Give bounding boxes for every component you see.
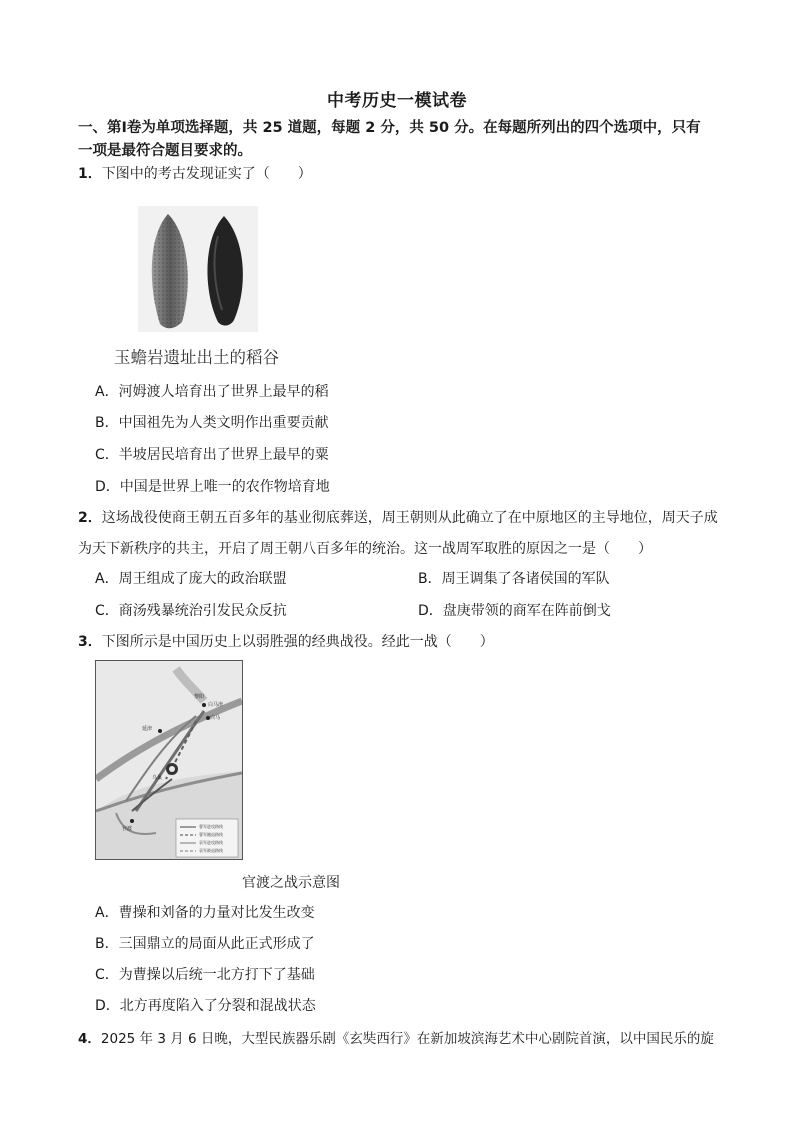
map-label-wuchao: 乌巢 [152, 775, 163, 781]
question-1-option-b[interactable]: B．中国祖先为人类文明作出重要贡献 [95, 415, 329, 431]
question-1-option-a[interactable]: A．河姆渡人培育出了世界上最早的稻 [95, 384, 329, 400]
map-legend-4: 袁军败退路线 [199, 848, 223, 853]
question-text: 下图中的考古发现证实了（ ） [101, 166, 312, 182]
section-heading [78, 117, 758, 163]
question-number: 3． [78, 634, 102, 650]
map-label-liyang: 黎阳 [194, 694, 205, 700]
question-1-stem [78, 159, 768, 190]
question-1-option-c[interactable]: C．半坡居民培育出了世界上最早的粟 [95, 447, 329, 463]
question-2-option-c[interactable]: C．商汤残暴统治引发民众反抗 [95, 603, 287, 619]
section-heading-line-1: 一、第Ⅰ卷为单项选择题，共 25 道题，每题 2 分，共 50 分。在每题所列出的四个选项中，只有 [78, 120, 701, 136]
question-3-stem [78, 627, 768, 658]
map-label-guandu: 官渡 [122, 826, 133, 832]
question-4-stem [78, 1024, 768, 1055]
page-title: 中考历史一模试卷 [327, 91, 467, 111]
question-number: 2． [78, 510, 102, 526]
question-1-option-d[interactable]: D．中国是世界上唯一的农作物培育地 [95, 479, 330, 495]
question-number: 1． [78, 166, 102, 182]
question-3-option-d[interactable]: D．北方再度陷入了分裂和混战状态 [95, 998, 316, 1014]
map-label-yanjin: 延津 [142, 726, 153, 732]
figure-1-caption: 玉蟾岩遗址出土的稻谷 [114, 348, 279, 367]
rice-grains-image [138, 206, 258, 332]
question-2-option-a[interactable]: A．周王组成了庞大的政治联盟 [95, 571, 287, 587]
figure-3-caption: 官渡之战示意图 [242, 875, 340, 891]
question-text-line-1: 这场战役使商王朝五百多年的基业彻底葬送，周王朝则从此确立了在中原地区的主导地位，周天子成 [101, 510, 718, 526]
rice-grains-photo [138, 206, 258, 332]
question-text: 2025 年 3 月 6 日晚，大型民族器乐剧《玄奘西行》在新加坡滨海艺术中心剧院首演，以中国民乐的旋 [100, 1031, 714, 1047]
map-legend-3: 袁军进攻路线 [199, 840, 223, 845]
question-text-line-2: 为天下新秩序的共主，开启了周王朝八百多年的统治。这一战周军取胜的原因之一是（ ） [78, 541, 652, 557]
question-3-option-a[interactable]: A．曹操和刘备的力量对比发生改变 [95, 905, 315, 921]
map-label-baimajin: 白马津 [208, 702, 224, 708]
question-text: 下图所示是中国历史上以弱胜强的经典战役。经此一战（ ） [101, 634, 494, 650]
question-2-option-d[interactable]: D．盘庚带领的商军在阵前倒戈 [418, 603, 611, 619]
question-2-option-b[interactable]: B．周王调集了各诸侯国的军队 [418, 571, 610, 587]
question-3-option-b[interactable]: B．三国鼎立的局面从此正式形成了 [95, 936, 315, 952]
question-number: 4． [78, 1031, 101, 1047]
map-legend-1: 曹军进攻路线 [199, 824, 223, 829]
question-3-option-c[interactable]: C．为曹操以后统一北方打下了基础 [95, 967, 315, 983]
map-legend-2: 曹军撤退路线 [199, 832, 223, 837]
guandu-battle-map [95, 660, 243, 860]
section-heading-line-2: 一项是最符合题目要求的。 [78, 143, 252, 159]
question-2-stem [78, 503, 768, 565]
map-label-baima: 白马 [210, 715, 221, 721]
